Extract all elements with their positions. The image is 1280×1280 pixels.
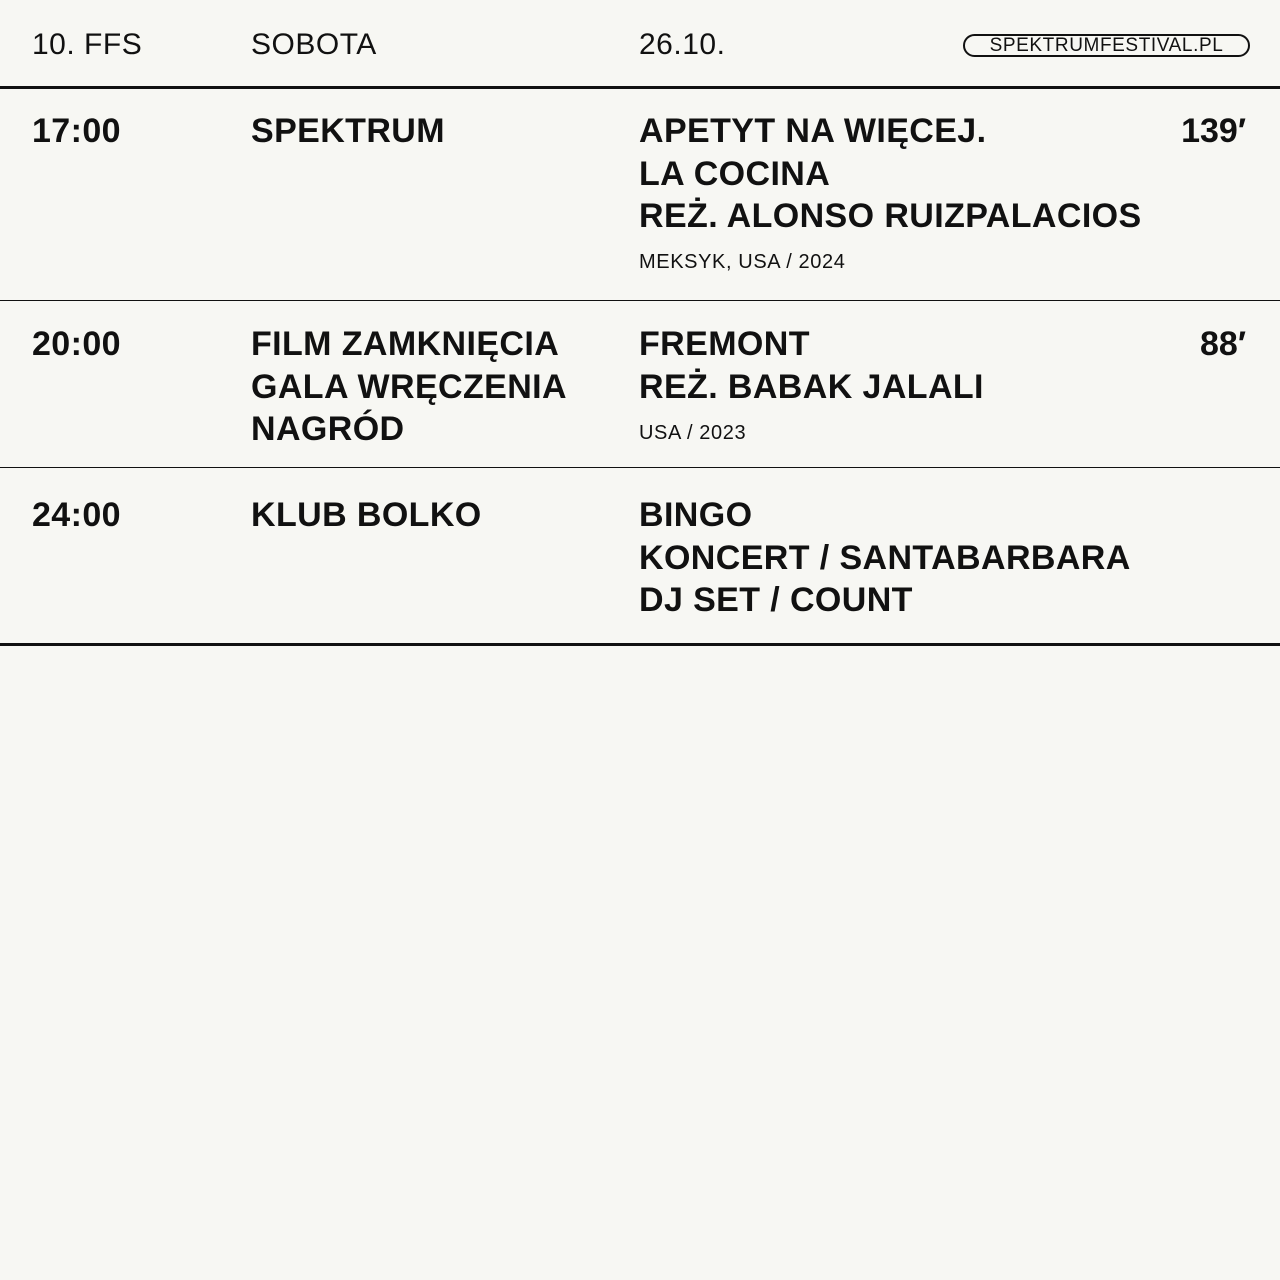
header-divider — [0, 86, 1280, 89]
event-venue — [251, 323, 567, 451]
title-line: BINGO — [639, 496, 753, 534]
website-link[interactable]: SPEKTRUMFESTIVAL.PL — [963, 34, 1250, 57]
weekday: SOBOTA — [251, 28, 377, 61]
event-title — [639, 494, 1131, 622]
title-line: LA COCINA — [639, 154, 831, 193]
event-duration: 139′ — [1181, 112, 1246, 150]
event-venue — [251, 494, 482, 537]
schedule-header — [0, 0, 1280, 88]
event-meta: MEKSYK, USA / 2024 — [639, 251, 846, 273]
date: 26.10. — [639, 28, 726, 61]
title-line: REŻ. BABAK JALALI — [639, 367, 984, 406]
venue-line: KLUB BOLKO — [251, 496, 482, 534]
event-time: 17:00 — [32, 112, 121, 150]
venue-line: NAGRÓD — [251, 410, 405, 449]
festival-edition: 10. FFS — [32, 28, 143, 61]
event-meta: USA / 2023 — [639, 422, 747, 444]
title-line: APETYT NA WIĘCEJ. — [639, 112, 987, 150]
title-line: REŻ. ALONSO RUIZPALACIOS — [639, 197, 1142, 236]
event-duration: 88′ — [1200, 325, 1246, 363]
title-line: FREMONT — [639, 325, 810, 363]
venue-line: FILM ZAMKNIĘCIA — [251, 325, 560, 363]
event-venue — [251, 110, 445, 153]
event-time: 20:00 — [32, 325, 121, 363]
venue-line: GALA WRĘCZENIA — [251, 367, 567, 406]
title-line: KONCERT / SANTABARBARA — [639, 538, 1131, 577]
schedule-bottom-divider — [0, 643, 1280, 646]
title-line: DJ SET / COUNT — [639, 581, 913, 620]
venue-line: SPEKTRUM — [251, 112, 445, 150]
row-divider — [0, 300, 1280, 301]
event-title — [639, 323, 984, 408]
event-title — [639, 110, 1142, 238]
row-divider — [0, 467, 1280, 468]
event-time: 24:00 — [32, 496, 121, 534]
